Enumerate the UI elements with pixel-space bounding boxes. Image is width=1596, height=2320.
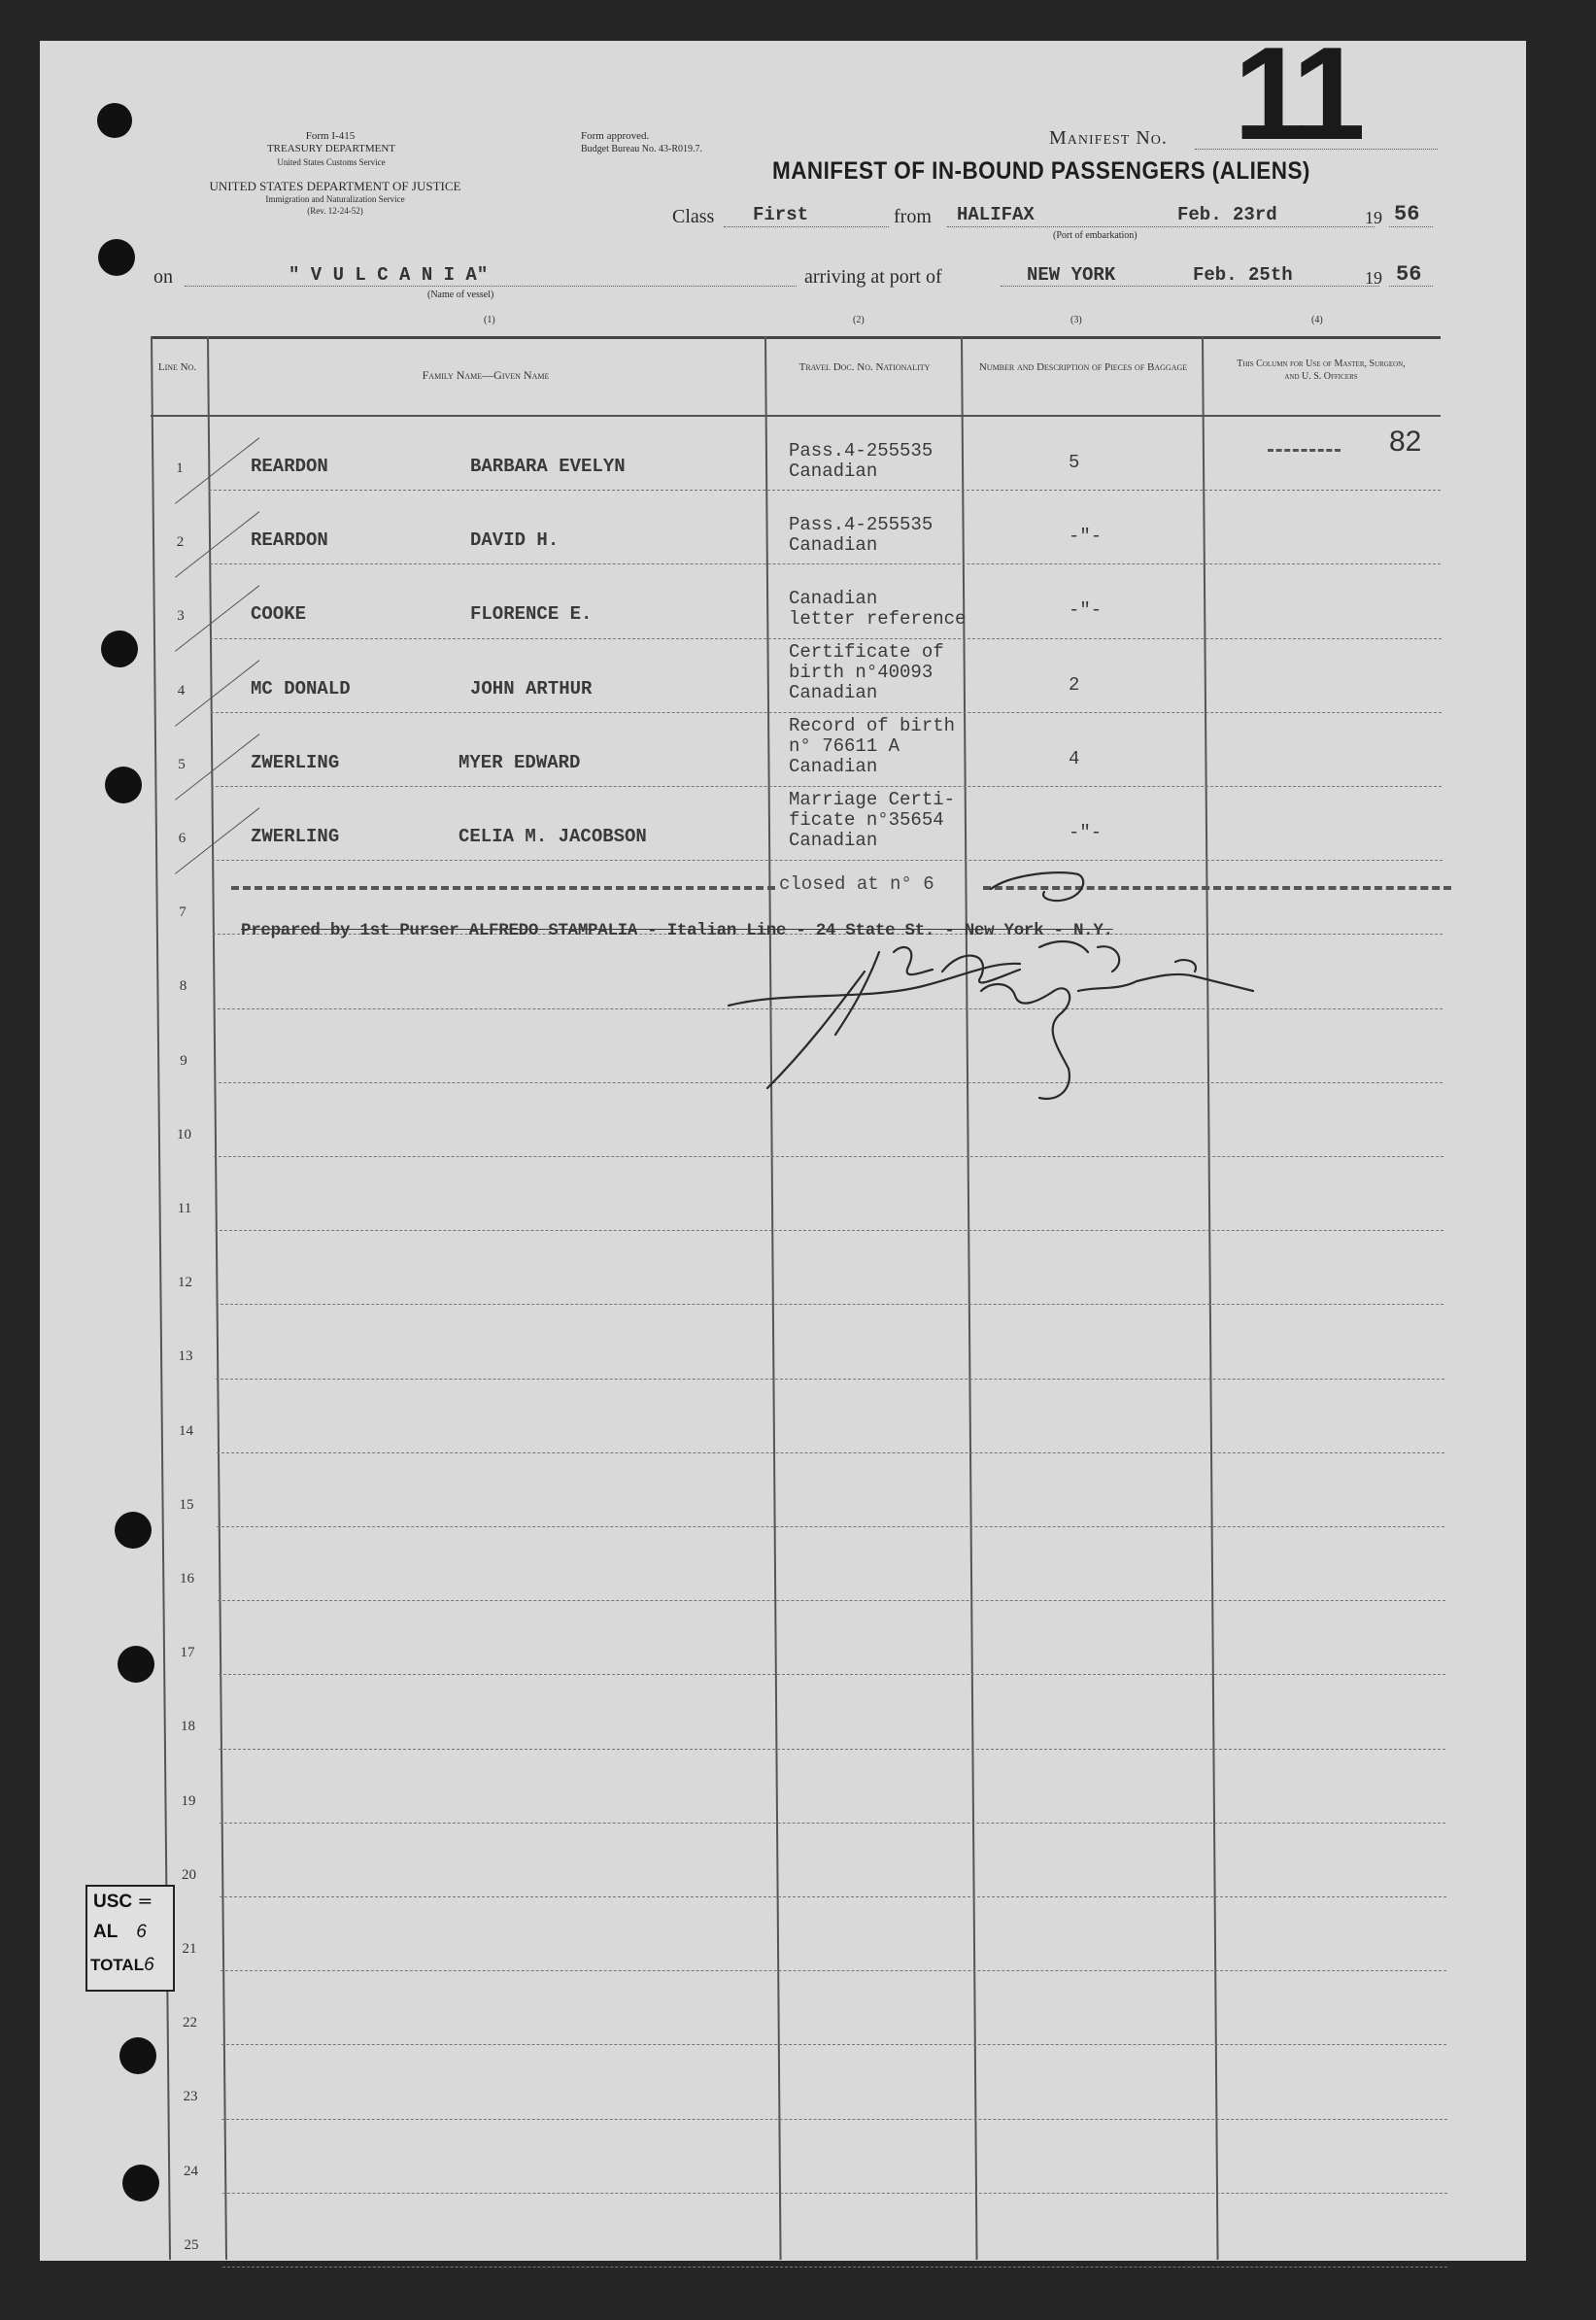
passenger-given-name: MYER EDWARD	[458, 751, 581, 773]
closed-text: closed at n° 6	[779, 873, 934, 895]
punch-hole	[105, 767, 142, 803]
passenger-travel-doc: Certificate of	[789, 640, 944, 663]
passenger-travel-doc: Record of birth	[789, 714, 956, 736]
passenger-baggage: 5	[1069, 452, 1080, 473]
passenger-travel-doc: Canadian	[789, 461, 878, 482]
tally-total	[90, 1955, 154, 1976]
line-number: 25	[184, 2236, 199, 2253]
line-number: 22	[183, 2015, 197, 2031]
class-line	[724, 226, 889, 227]
passenger-baggage: 2	[1069, 673, 1080, 696]
passenger-baggage: -"-	[1069, 822, 1103, 843]
arrival-line	[1001, 286, 1379, 287]
passenger-given-name: BARBARA EVELYN	[470, 456, 626, 477]
passenger-travel-doc: Pass.4-255535	[789, 440, 934, 461]
punch-hole	[118, 1646, 154, 1683]
line-number: 9	[180, 1052, 187, 1069]
passenger-travel-doc: Canadian	[789, 588, 878, 610]
passenger-travel-doc: Marriage Certi-	[789, 789, 956, 810]
treasury-dept: TREASURY DEPARTMENT	[266, 143, 396, 154]
passenger-baggage: 4	[1069, 747, 1080, 769]
passenger-family-name: REARDON	[251, 456, 328, 477]
passenger-baggage: -"-	[1069, 599, 1103, 622]
passenger-baggage: -"-	[1069, 526, 1103, 548]
line-number: 19	[181, 1792, 196, 1809]
justice-dept: UNITED STATES DEPARTMENT OF JUSTICE	[209, 179, 461, 193]
passenger-given-name: CELIA M. JACOBSON	[458, 826, 647, 847]
officer-signature	[670, 855, 1331, 1146]
year-line	[1389, 226, 1433, 227]
form-rev: (Rev. 12-24-52)	[307, 206, 363, 216]
col-num-3: (3)	[1070, 315, 1082, 325]
col-header-line-no: Line No.	[157, 361, 197, 373]
passenger-family-name: COOKE	[251, 603, 307, 626]
row-divider	[222, 2267, 1447, 2268]
row-divider	[221, 1970, 1446, 1971]
passenger-travel-doc: Canadian	[789, 755, 878, 777]
line-number: 3	[177, 608, 185, 625]
row-divider	[215, 1230, 1443, 1231]
line-number: 7	[179, 904, 187, 921]
manifest-number: 11	[1234, 19, 1358, 167]
arrival-port: NEW YORK	[1027, 264, 1116, 286]
form-id: Form I-415	[305, 130, 356, 142]
line-number: 8	[179, 978, 187, 995]
line-number: 23	[183, 2089, 198, 2105]
line-number: 11	[177, 1201, 192, 1216]
passenger-family-name: MC DONALD	[251, 677, 351, 699]
passenger-travel-doc: n° 76611 A	[789, 734, 900, 757]
passenger-travel-doc: Canadian	[789, 830, 878, 851]
from-label: from	[894, 206, 932, 227]
row-divider	[210, 638, 1441, 639]
tally-al-label: AL	[93, 1922, 118, 1942]
passenger-given-name: JOHN ARTHUR	[470, 677, 593, 699]
punch-hole	[98, 239, 135, 276]
line-number: 12	[178, 1275, 192, 1291]
line-number: 24	[184, 2163, 198, 2179]
line-number: 5	[178, 756, 186, 772]
passenger-given-name: DAVID H.	[470, 529, 560, 552]
punch-hole	[122, 2165, 159, 2201]
line-number: 16	[180, 1571, 194, 1586]
passenger-travel-doc: birth n°40093	[789, 661, 934, 683]
passenger-travel-doc: Pass.4-255535	[789, 514, 934, 536]
ins-service: Immigration and Naturalization Service	[265, 194, 405, 204]
passenger-travel-doc: Canadian	[789, 681, 878, 703]
row-divider	[210, 563, 1442, 564]
passenger-travel-doc: letter reference	[789, 608, 967, 631]
table-top-border	[151, 336, 1441, 339]
from-line	[947, 226, 1375, 227]
line-number: 10	[177, 1126, 191, 1143]
port-caption: (Port of embarkation)	[1053, 230, 1138, 241]
line-number: 4	[177, 682, 186, 699]
line-number: 21	[182, 1941, 197, 1957]
table-header-bottom	[151, 415, 1441, 417]
col-header-travel-doc: Travel Doc. No. Nationality	[798, 361, 931, 373]
line-number: 15	[179, 1496, 194, 1513]
official-dashes	[1268, 449, 1341, 452]
tally-total-value: 6	[144, 1955, 154, 1975]
punch-hole	[119, 2037, 156, 2074]
budget-bureau: Budget Bureau No. 43-R019.7.	[581, 144, 702, 154]
col-num-1: (1)	[484, 315, 495, 325]
tally-usc-label: USC	[93, 1892, 133, 1912]
arriving-label: arriving at port of	[804, 266, 942, 288]
manifest-no-label: Manifest No.	[1049, 127, 1168, 149]
line-number: 6	[178, 831, 187, 846]
passenger-family-name: ZWERLING	[251, 826, 340, 847]
passenger-family-name: REARDON	[251, 529, 328, 552]
passenger-given-name: FLORENCE E.	[470, 603, 593, 626]
customs-service: United States Customs Service	[277, 157, 386, 167]
passenger-family-name: ZWERLING	[251, 751, 340, 773]
line-number: 14	[179, 1422, 193, 1439]
tally-total-label: TOTAL	[90, 1956, 145, 1974]
row-divider	[218, 1600, 1445, 1601]
row-divider	[209, 490, 1441, 491]
class-value: First	[753, 204, 809, 225]
punch-hole	[97, 103, 132, 138]
col-num-2: (2)	[853, 315, 865, 325]
line-number: 13	[178, 1348, 193, 1365]
official-note: 82	[1389, 426, 1422, 458]
col-header-baggage: Number and Description of Pieces of Baggage	[978, 361, 1188, 373]
passenger-travel-doc: Canadian	[789, 534, 878, 557]
port-of-embarkation: HALIFAX	[957, 204, 1035, 225]
col-header-name: Family Name—Given Name	[422, 368, 550, 382]
vessel-line	[185, 286, 797, 287]
row-divider	[220, 1896, 1445, 1897]
line-number: 20	[182, 1866, 196, 1883]
line-number: 18	[181, 1719, 195, 1735]
row-divider	[217, 1526, 1444, 1527]
passenger-travel-doc: ficate n°35654	[789, 809, 944, 831]
tally-usc-value: =	[137, 1891, 153, 1912]
row-divider	[221, 2044, 1447, 2045]
row-divider	[214, 1156, 1443, 1157]
line-number: 17	[180, 1645, 195, 1661]
col-num-4: (4)	[1311, 315, 1323, 325]
arrival-date: Feb. 25th	[1193, 264, 1293, 286]
tally-box	[85, 1885, 175, 1992]
form-approved: Form approved.	[581, 130, 650, 142]
row-divider	[221, 2119, 1446, 2120]
manifest-title: MANIFEST OF IN-BOUND PASSENGERS (ALIENS)	[772, 157, 1310, 185]
arrival-year-prefix: 19	[1365, 268, 1382, 288]
punch-hole	[115, 1512, 152, 1549]
vessel-caption: (Name of vessel)	[427, 290, 494, 300]
year-prefix: 19	[1365, 208, 1382, 227]
line-number: 1	[176, 461, 184, 476]
class-label: Class	[672, 206, 715, 227]
col-header-official: This Column for Use of Master, Surgeon, and U. S. Officers	[1237, 358, 1406, 382]
tally-usc	[93, 1891, 153, 1913]
row-divider	[219, 1749, 1445, 1750]
line-number: 2	[176, 534, 185, 551]
row-divider	[211, 712, 1442, 713]
tally-al	[93, 1922, 147, 1943]
arrival-year: 56	[1396, 262, 1422, 287]
prepared-by: Prepared by 1st Purser ALFREDO STAMPALIA - Italian Line - 24 State St. - New York - N.Y.	[241, 921, 1113, 940]
vessel-name: " V U L C A N I A"	[289, 264, 489, 286]
tally-al-value: 6	[136, 1922, 147, 1942]
row-divider	[216, 1379, 1443, 1380]
departure-date: Feb. 23rd	[1177, 204, 1277, 225]
row-divider	[216, 1304, 1444, 1305]
row-divider	[220, 1823, 1446, 1824]
row-divider	[219, 1674, 1445, 1675]
punch-hole	[101, 631, 138, 667]
on-label: on	[153, 266, 173, 288]
departure-year: 56	[1394, 202, 1420, 226]
arrival-year-line	[1389, 286, 1433, 287]
row-divider	[211, 786, 1442, 787]
row-divider	[222, 2193, 1447, 2194]
row-divider	[217, 1452, 1444, 1453]
